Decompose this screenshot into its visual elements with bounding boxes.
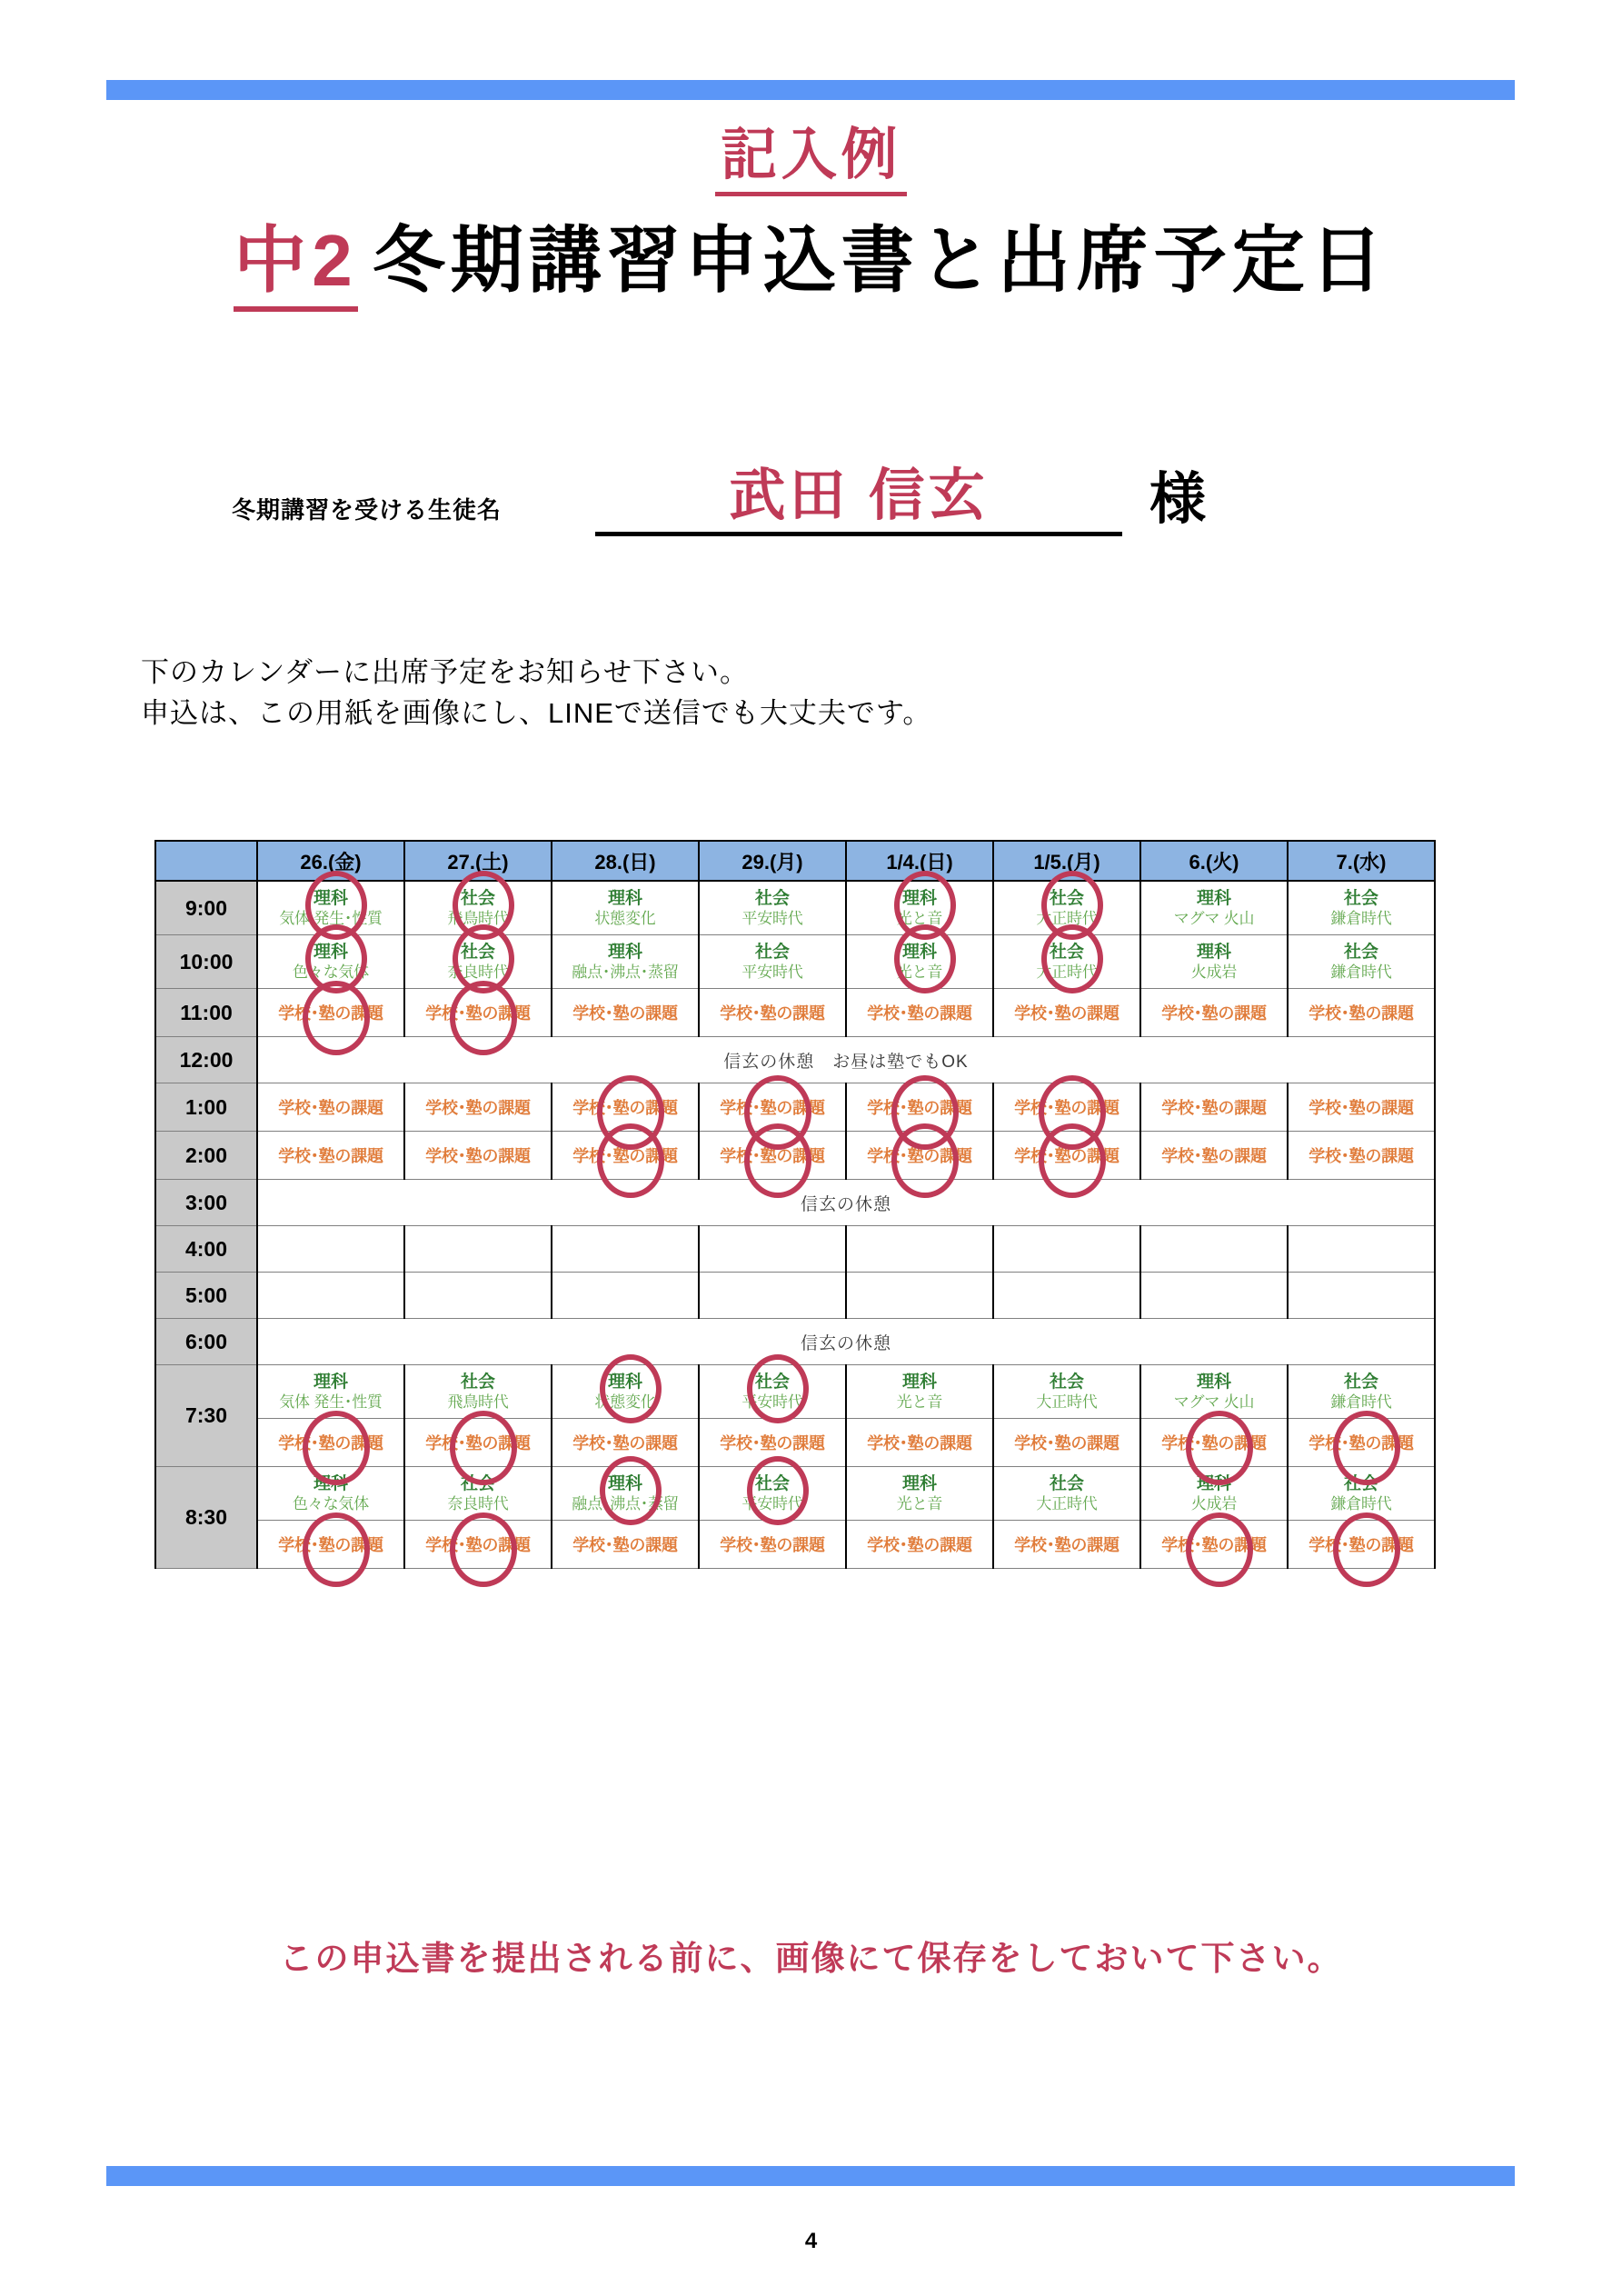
lesson-cell[interactable] <box>404 935 552 989</box>
lesson-subject: 社会 <box>754 1372 790 1392</box>
break-cell <box>257 1180 1435 1226</box>
homework-cell[interactable] <box>257 1419 404 1467</box>
homework-label: 学校･塾の課題 <box>278 1099 383 1117</box>
empty-cell[interactable] <box>1288 1273 1435 1319</box>
time-label-cell: 7:30 <box>155 1365 257 1467</box>
calendar-column-header: 27.(土) <box>404 841 552 881</box>
break-label: 信玄の休憩 <box>800 1333 891 1353</box>
lesson-cell[interactable] <box>1140 1467 1288 1521</box>
homework-cell[interactable] <box>993 1521 1140 1569</box>
homework-cell[interactable] <box>404 1132 552 1180</box>
homework-cell[interactable] <box>846 989 993 1037</box>
lesson-detail: マグマ 火山 <box>1173 910 1255 928</box>
calendar-corner-cell <box>155 841 257 881</box>
empty-cell[interactable] <box>699 1273 846 1319</box>
homework-label: 学校･塾の課題 <box>425 1147 531 1165</box>
homework-label: 学校･塾の課題 <box>1014 1099 1119 1117</box>
homework-label: 学校･塾の課題 <box>1161 1536 1267 1554</box>
instructions-block <box>141 653 931 734</box>
calendar-row <box>155 1273 1435 1319</box>
lesson-detail: 鎌倉時代 <box>1330 910 1392 928</box>
homework-cell[interactable] <box>552 1083 699 1132</box>
lesson-detail: 平安時代 <box>741 1393 803 1412</box>
homework-cell[interactable] <box>699 1521 846 1569</box>
homework-label: 学校･塾の課題 <box>572 1434 678 1452</box>
homework-cell[interactable] <box>1140 1521 1288 1569</box>
homework-cell[interactable] <box>257 1083 404 1132</box>
homework-cell[interactable] <box>699 1083 846 1132</box>
homework-cell[interactable] <box>552 989 699 1037</box>
lesson-cell[interactable] <box>1288 935 1435 989</box>
break-cell <box>257 1319 1435 1365</box>
calendar-header-row <box>155 841 1435 881</box>
empty-cell[interactable] <box>552 1273 699 1319</box>
lesson-subject: 社会 <box>754 1473 790 1493</box>
lesson-cell[interactable] <box>257 1365 404 1419</box>
time-label-cell: 8:30 <box>155 1467 257 1569</box>
lesson-cell[interactable] <box>552 935 699 989</box>
homework-label: 学校･塾の課題 <box>720 1147 825 1165</box>
time-label-cell: 2:00 <box>155 1132 257 1180</box>
lesson-subject: 理科 <box>313 1372 348 1392</box>
homework-cell[interactable] <box>404 1083 552 1132</box>
lesson-detail: 飛鳥時代 <box>447 1393 509 1412</box>
student-name-underline <box>595 531 1122 536</box>
lesson-subject: 理科 <box>607 888 642 908</box>
time-label-cell: 1:00 <box>155 1083 257 1132</box>
lesson-subject: 社会 <box>460 1372 495 1392</box>
lesson-detail: 気体 発生･性質 <box>279 1393 383 1412</box>
homework-cell[interactable] <box>993 1132 1140 1180</box>
homework-label: 学校･塾の課題 <box>425 1536 531 1554</box>
top-accent-bar <box>106 80 1515 100</box>
lesson-subject: 理科 <box>313 888 348 908</box>
homework-label: 学校･塾の課題 <box>278 1434 383 1452</box>
time-label-cell: 11:00 <box>155 989 257 1037</box>
homework-label: 学校･塾の課題 <box>1014 1004 1119 1023</box>
lesson-cell[interactable] <box>552 881 699 935</box>
lesson-cell[interactable] <box>699 1365 846 1419</box>
lesson-subject: 理科 <box>607 1473 642 1493</box>
homework-cell[interactable] <box>1288 1132 1435 1180</box>
homework-label: 学校･塾の課題 <box>1309 1536 1414 1554</box>
student-name-value[interactable]: 武田 信玄 <box>729 464 989 527</box>
homework-label: 学校･塾の課題 <box>1161 1434 1267 1452</box>
lesson-detail: 状態変化 <box>594 1393 656 1412</box>
homework-label: 学校･塾の課題 <box>278 1004 383 1023</box>
lesson-detail: 光と音 <box>896 1393 943 1412</box>
lesson-subject: 社会 <box>1343 1372 1378 1392</box>
homework-label: 学校･塾の課題 <box>572 1004 678 1023</box>
calendar-column-header: 1/4.(日) <box>846 841 993 881</box>
empty-cell[interactable] <box>552 1226 699 1273</box>
lesson-cell[interactable] <box>1140 935 1288 989</box>
lesson-detail: 大正時代 <box>1036 910 1098 928</box>
homework-label: 学校･塾の課題 <box>278 1536 383 1554</box>
lesson-subject: 理科 <box>607 1372 642 1392</box>
homework-label: 学校･塾の課題 <box>1309 1434 1414 1452</box>
time-label-cell: 5:00 <box>155 1273 257 1319</box>
lesson-cell[interactable] <box>257 1467 404 1521</box>
homework-label: 学校･塾の課題 <box>720 1099 825 1117</box>
empty-cell[interactable] <box>846 1273 993 1319</box>
homework-cell[interactable] <box>257 989 404 1037</box>
homework-cell[interactable] <box>699 989 846 1037</box>
calendar-row <box>155 1180 1435 1226</box>
homework-cell[interactable] <box>1140 1132 1288 1180</box>
bottom-notice: この申込書を提出される前に、画像にて保存をしておいて下さい。 <box>279 1940 1343 1977</box>
attendance-calendar-table <box>154 840 1436 1569</box>
empty-cell[interactable] <box>1288 1226 1435 1273</box>
calendar-row <box>155 1319 1435 1365</box>
homework-cell[interactable] <box>1140 989 1288 1037</box>
calendar-column-header: 28.(日) <box>552 841 699 881</box>
lesson-detail: 平安時代 <box>741 1495 803 1513</box>
homework-cell[interactable] <box>1140 1419 1288 1467</box>
lesson-cell[interactable] <box>1140 1365 1288 1419</box>
lesson-detail: 融点･沸点･蒸留 <box>572 963 679 982</box>
lesson-subject: 社会 <box>460 1473 495 1493</box>
break-label: 信玄の休憩 <box>800 1194 891 1214</box>
calendar-row <box>155 1226 1435 1273</box>
time-label-cell: 3:00 <box>155 1180 257 1226</box>
lesson-cell[interactable] <box>1288 1467 1435 1521</box>
calendar-row <box>155 1467 1435 1521</box>
calendar-row <box>155 1521 1435 1569</box>
lesson-cell[interactable] <box>404 1365 552 1419</box>
calendar-column-header: 6.(火) <box>1140 841 1288 881</box>
break-cell <box>257 1037 1435 1083</box>
empty-cell[interactable] <box>1140 1273 1288 1319</box>
homework-cell[interactable] <box>552 1419 699 1467</box>
homework-label: 学校･塾の課題 <box>1014 1147 1119 1165</box>
lesson-cell[interactable] <box>993 1467 1140 1521</box>
bottom-accent-bar <box>106 2166 1515 2186</box>
calendar-row <box>155 1365 1435 1419</box>
lesson-subject: 社会 <box>754 942 790 962</box>
lesson-cell[interactable] <box>846 935 993 989</box>
calendar-column-header: 26.(金) <box>257 841 404 881</box>
lesson-cell[interactable] <box>699 1467 846 1521</box>
lesson-detail: 平安時代 <box>741 910 803 928</box>
instruction-line-1: 下のカレンダーに出席予定をお知らせ下さい。 <box>141 656 750 688</box>
lesson-detail: 鎌倉時代 <box>1330 963 1392 982</box>
empty-cell[interactable] <box>699 1226 846 1273</box>
lesson-subject: 理科 <box>313 1473 348 1493</box>
lesson-cell[interactable] <box>993 1365 1140 1419</box>
page-title-text: 冬期講習申込書と出席予定日 <box>372 220 1388 301</box>
page-number: 4 <box>804 2229 818 2253</box>
instruction-line-2: 申込は、この用紙を画像にし、LINEで送信でも大丈夫です。 <box>141 696 932 729</box>
homework-label: 学校･塾の課題 <box>425 1099 531 1117</box>
empty-cell[interactable] <box>1140 1226 1288 1273</box>
calendar-row <box>155 1132 1435 1180</box>
homework-label: 学校･塾の課題 <box>572 1536 678 1554</box>
homework-label: 学校･塾の課題 <box>425 1004 531 1023</box>
homework-cell[interactable] <box>1288 989 1435 1037</box>
homework-cell[interactable] <box>404 1419 552 1467</box>
lesson-subject: 社会 <box>1343 1473 1378 1493</box>
empty-cell[interactable] <box>993 1273 1140 1319</box>
time-label-cell: 9:00 <box>155 881 257 935</box>
lesson-cell[interactable] <box>846 1467 993 1521</box>
lesson-subject: 理科 <box>901 1372 937 1392</box>
calendar-column-header: 7.(水) <box>1288 841 1435 881</box>
empty-cell[interactable] <box>404 1273 552 1319</box>
homework-cell[interactable] <box>846 1521 993 1569</box>
calendar-row <box>155 935 1435 989</box>
homework-label: 学校･塾の課題 <box>1161 1147 1267 1165</box>
homework-label: 学校･塾の課題 <box>867 1536 972 1554</box>
lesson-cell[interactable] <box>257 935 404 989</box>
empty-cell[interactable] <box>257 1226 404 1273</box>
lesson-cell[interactable] <box>404 1467 552 1521</box>
lesson-cell[interactable] <box>404 881 552 935</box>
calendar-column-header: 1/5.(月) <box>993 841 1140 881</box>
lesson-cell[interactable] <box>846 881 993 935</box>
lesson-detail: 気体 発生･性質 <box>279 910 383 928</box>
break-label: 信玄の休憩 お昼は塾でもOK <box>723 1052 969 1072</box>
time-label-cell: 4:00 <box>155 1226 257 1273</box>
lesson-cell[interactable] <box>552 1467 699 1521</box>
homework-cell[interactable] <box>699 1132 846 1180</box>
homework-label: 学校･塾の課題 <box>1161 1099 1267 1117</box>
homework-label: 学校･塾の課題 <box>867 1099 972 1117</box>
lesson-cell[interactable] <box>257 881 404 935</box>
lesson-subject: 理科 <box>1196 942 1231 962</box>
student-name-row <box>232 454 1413 536</box>
homework-cell[interactable] <box>404 989 552 1037</box>
lesson-cell[interactable] <box>552 1365 699 1419</box>
homework-cell[interactable] <box>257 1521 404 1569</box>
lesson-detail: 平安時代 <box>741 963 803 982</box>
calendar-wrapper <box>154 840 1436 1569</box>
empty-cell[interactable] <box>993 1226 1140 1273</box>
homework-label: 学校･塾の課題 <box>1309 1147 1414 1165</box>
lesson-cell[interactable] <box>1140 881 1288 935</box>
lesson-subject: 社会 <box>1049 942 1084 962</box>
lesson-detail: 鎌倉時代 <box>1330 1393 1392 1412</box>
lesson-subject: 理科 <box>313 942 348 962</box>
lesson-cell[interactable] <box>993 935 1140 989</box>
example-label-text: 記入例 <box>715 124 906 196</box>
student-name-label: 冬期講習を受ける生徒名 <box>232 496 503 524</box>
calendar-row <box>155 1419 1435 1467</box>
homework-cell[interactable] <box>846 1419 993 1467</box>
page-title <box>0 202 1622 306</box>
homework-label: 学校･塾の課題 <box>720 1004 825 1023</box>
lesson-subject: 理科 <box>1196 1372 1231 1392</box>
homework-cell[interactable] <box>1288 1083 1435 1132</box>
lesson-subject: 社会 <box>1343 888 1378 908</box>
homework-label: 学校･塾の課題 <box>1309 1099 1414 1117</box>
homework-label: 学校･塾の課題 <box>867 1434 972 1452</box>
homework-label: 学校･塾の課題 <box>1014 1434 1119 1452</box>
lesson-subject: 理科 <box>901 942 937 962</box>
lesson-detail: 奈良時代 <box>447 1495 509 1513</box>
homework-label: 学校･塾の課題 <box>720 1434 825 1452</box>
empty-cell[interactable] <box>404 1226 552 1273</box>
lesson-cell[interactable] <box>1288 881 1435 935</box>
homework-cell[interactable] <box>846 1132 993 1180</box>
homework-label: 学校･塾の課題 <box>720 1536 825 1554</box>
homework-cell[interactable] <box>552 1521 699 1569</box>
lesson-subject: 社会 <box>460 888 495 908</box>
lesson-detail: 光と音 <box>896 963 943 982</box>
lesson-cell[interactable] <box>846 1365 993 1419</box>
calendar-column-header: 29.(月) <box>699 841 846 881</box>
homework-label: 学校･塾の課題 <box>1161 1004 1267 1023</box>
lesson-detail: 光と音 <box>896 910 943 928</box>
calendar-body <box>155 881 1435 1569</box>
time-label-cell: 6:00 <box>155 1319 257 1365</box>
example-label <box>0 109 1622 190</box>
homework-label: 学校･塾の課題 <box>572 1147 678 1165</box>
homework-label: 学校･塾の課題 <box>867 1004 972 1023</box>
lesson-subject: 社会 <box>754 888 790 908</box>
lesson-subject: 社会 <box>1049 1372 1084 1392</box>
lesson-cell[interactable] <box>993 881 1140 935</box>
calendar-row <box>155 1037 1435 1083</box>
lesson-detail: マグマ 火山 <box>1173 1393 1255 1412</box>
homework-cell[interactable] <box>846 1083 993 1132</box>
homework-label: 学校･塾の課題 <box>1309 1004 1414 1023</box>
lesson-detail: 火成岩 <box>1190 1495 1238 1513</box>
homework-cell[interactable] <box>404 1521 552 1569</box>
lesson-detail: 融点･沸点･蒸留 <box>572 1495 679 1513</box>
lesson-detail: 大正時代 <box>1036 963 1098 982</box>
homework-label: 学校･塾の課題 <box>1014 1536 1119 1554</box>
lesson-subject: 理科 <box>901 888 937 908</box>
homework-label: 学校･塾の課題 <box>425 1434 531 1452</box>
lesson-cell[interactable] <box>699 881 846 935</box>
homework-cell[interactable] <box>552 1132 699 1180</box>
lesson-detail: 色々な気体 <box>293 1495 369 1513</box>
homework-label: 学校･塾の課題 <box>867 1147 972 1165</box>
honorific-suffix: 様 <box>1149 468 1207 531</box>
lesson-detail: 火成岩 <box>1190 963 1238 982</box>
empty-cell[interactable] <box>257 1273 404 1319</box>
lesson-subject: 社会 <box>1343 942 1378 962</box>
lesson-subject: 理科 <box>1196 1473 1231 1493</box>
lesson-detail: 光と音 <box>896 1495 943 1513</box>
homework-cell[interactable] <box>1288 1419 1435 1467</box>
lesson-detail: 状態変化 <box>594 910 656 928</box>
calendar-row <box>155 1083 1435 1132</box>
lesson-cell[interactable] <box>1288 1365 1435 1419</box>
homework-cell[interactable] <box>257 1132 404 1180</box>
calendar-row <box>155 881 1435 935</box>
time-label-cell: 10:00 <box>155 935 257 989</box>
grade-badge: 中2 <box>234 220 358 312</box>
calendar-header <box>155 841 1435 881</box>
lesson-detail: 色々な気体 <box>293 963 369 982</box>
empty-cell[interactable] <box>846 1226 993 1273</box>
lesson-subject: 理科 <box>901 1473 937 1493</box>
lesson-detail: 飛鳥時代 <box>447 910 509 928</box>
lesson-subject: 社会 <box>460 942 495 962</box>
lesson-subject: 理科 <box>1196 888 1231 908</box>
lesson-detail: 奈良時代 <box>447 963 509 982</box>
homework-cell[interactable] <box>1140 1083 1288 1132</box>
lesson-subject: 社会 <box>1049 1473 1084 1493</box>
lesson-cell[interactable] <box>699 935 846 989</box>
calendar-row <box>155 989 1435 1037</box>
homework-cell[interactable] <box>993 1419 1140 1467</box>
homework-cell[interactable] <box>993 1083 1140 1132</box>
homework-cell[interactable] <box>1288 1521 1435 1569</box>
lesson-detail: 鎌倉時代 <box>1330 1495 1392 1513</box>
homework-cell[interactable] <box>699 1419 846 1467</box>
lesson-detail: 大正時代 <box>1036 1495 1098 1513</box>
lesson-subject: 社会 <box>1049 888 1084 908</box>
time-label-cell: 12:00 <box>155 1037 257 1083</box>
lesson-detail: 大正時代 <box>1036 1393 1098 1412</box>
lesson-subject: 理科 <box>607 942 642 962</box>
homework-cell[interactable] <box>993 989 1140 1037</box>
homework-label: 学校･塾の課題 <box>278 1147 383 1165</box>
homework-label: 学校･塾の課題 <box>572 1099 678 1117</box>
